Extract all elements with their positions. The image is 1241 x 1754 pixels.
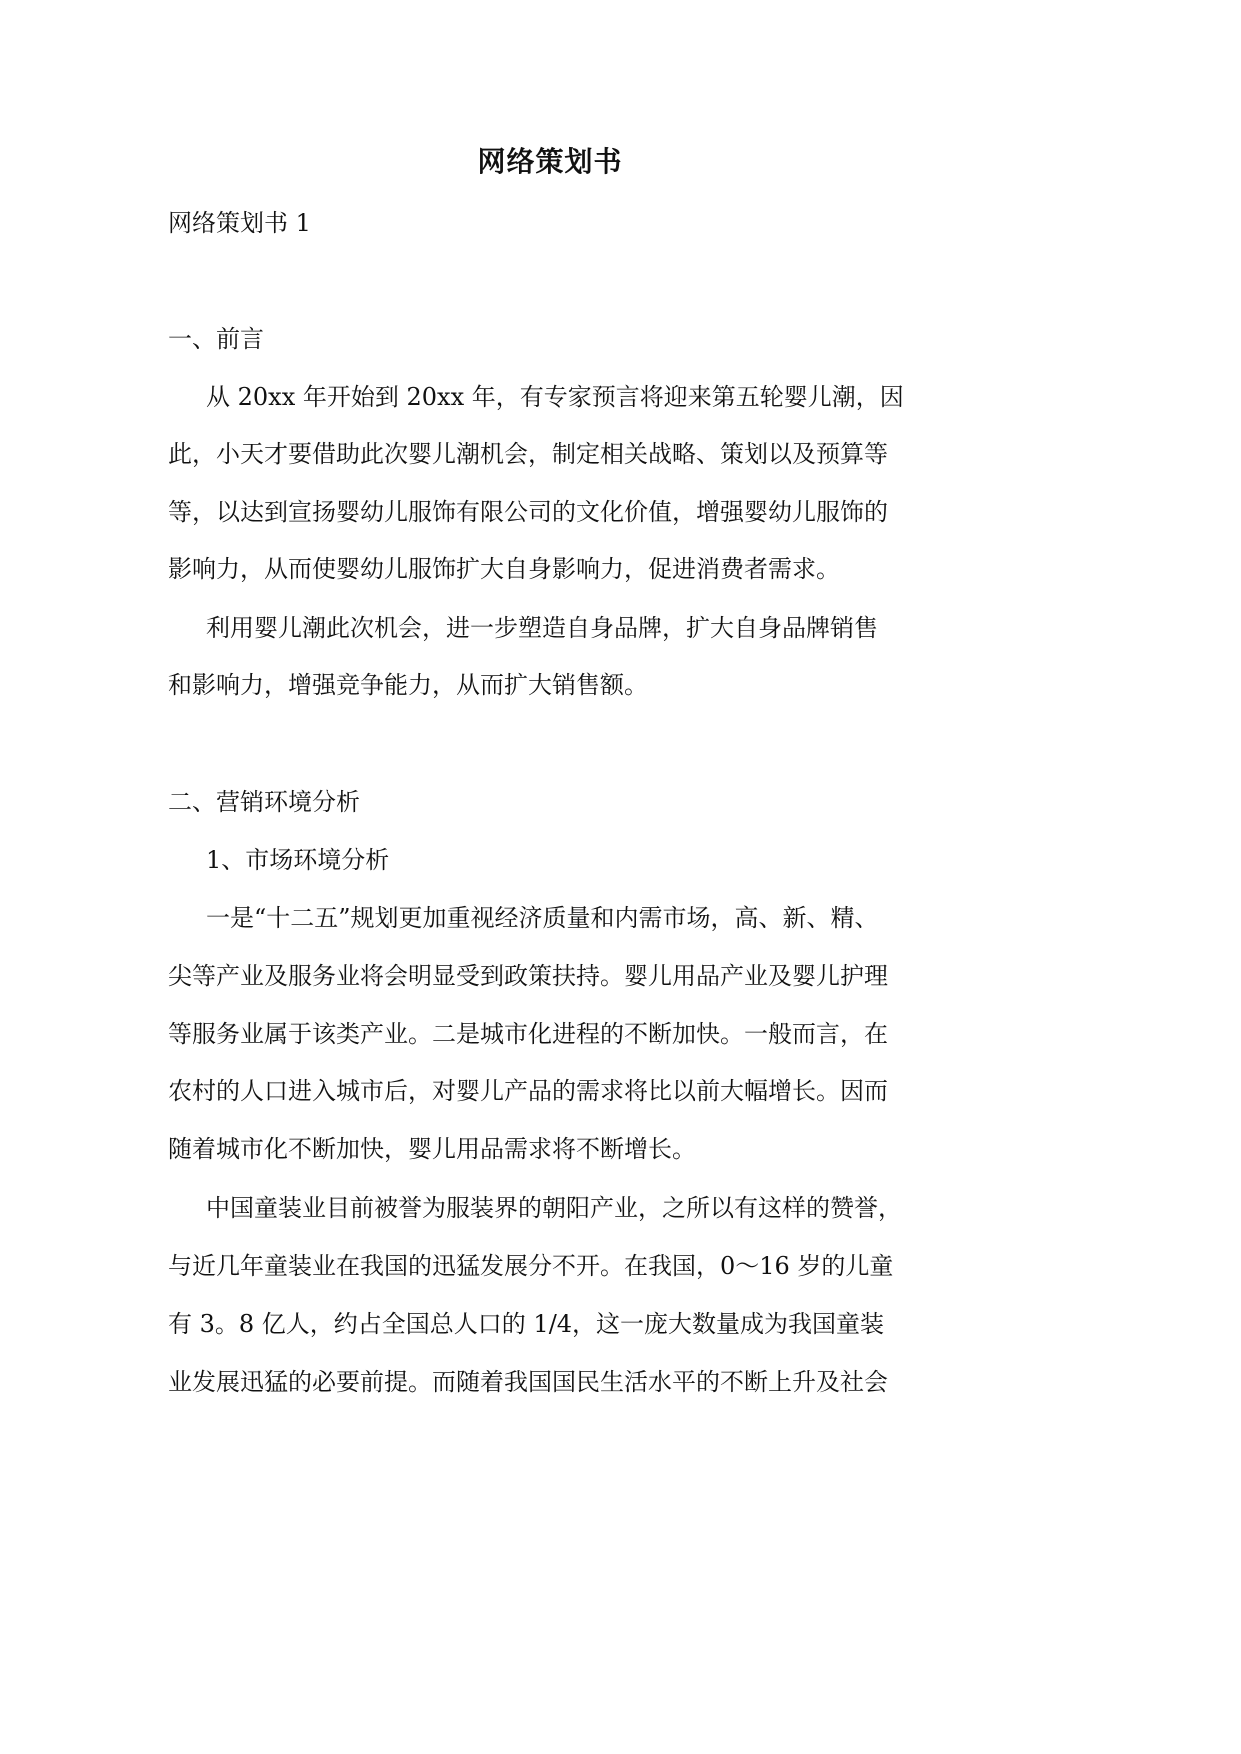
- text-line: 利用婴儿潮此次机会，进一步塑造自身品牌，扩大自身品牌销售: [206, 614, 878, 642]
- text-line: 有 3。8 亿人，约占全国总人口的 1/4，这一庞大数量成为我国童装: [168, 1310, 885, 1338]
- text-line: 和影响力，增强竞争能力，从而扩大销售额。: [168, 671, 648, 699]
- document-subtitle: 网络策划书 1: [168, 209, 311, 237]
- text-line: 影响力，从而使婴幼儿服饰扩大自身影响力，促进消费者需求。: [168, 555, 840, 583]
- section-heading-marketing-environment: 二、营销环境分析: [168, 788, 360, 816]
- text-line: 随着城市化不断加快，婴儿用品需求将不断增长。: [168, 1135, 696, 1163]
- text-line: 业发展迅猛的必要前提。而随着我国国民生活水平的不断上升及社会: [168, 1368, 888, 1396]
- text-line: 等，以达到宣扬婴幼儿服饰有限公司的文化价值，增强婴幼儿服饰的: [168, 498, 888, 526]
- subsection-heading-market-environment: 1、市场环境分析: [206, 846, 390, 874]
- text-line: 从 20xx 年开始到 20xx 年，有专家预言将迎来第五轮婴儿潮，因: [206, 383, 904, 411]
- text-line: 等服务业属于该类产业。二是城市化进程的不断加快。一般而言，在: [168, 1020, 888, 1048]
- text-line: 中国童装业目前被誉为服装界的朝阳产业，之所以有这样的赞誉，: [206, 1194, 902, 1222]
- text-line: 一是“十二五”规划更加重视经济质量和内需市场，高、新、精、: [206, 904, 879, 932]
- text-line: 农村的人口进入城市后，对婴儿产品的需求将比以前大幅增长。因而: [168, 1077, 888, 1105]
- text-line: 此，小天才要借助此次婴儿潮机会，制定相关战略、策划以及预算等: [168, 440, 888, 468]
- document-title: 网络策划书: [477, 145, 623, 178]
- section-heading-preface: 一、前言: [168, 325, 264, 353]
- text-line: 与近几年童装业在我国的迅猛发展分不开。在我国，0～16 岁的儿童: [168, 1252, 894, 1280]
- text-line: 尖等产业及服务业将会明显受到政策扶持。婴儿用品产业及婴儿护理: [168, 962, 888, 990]
